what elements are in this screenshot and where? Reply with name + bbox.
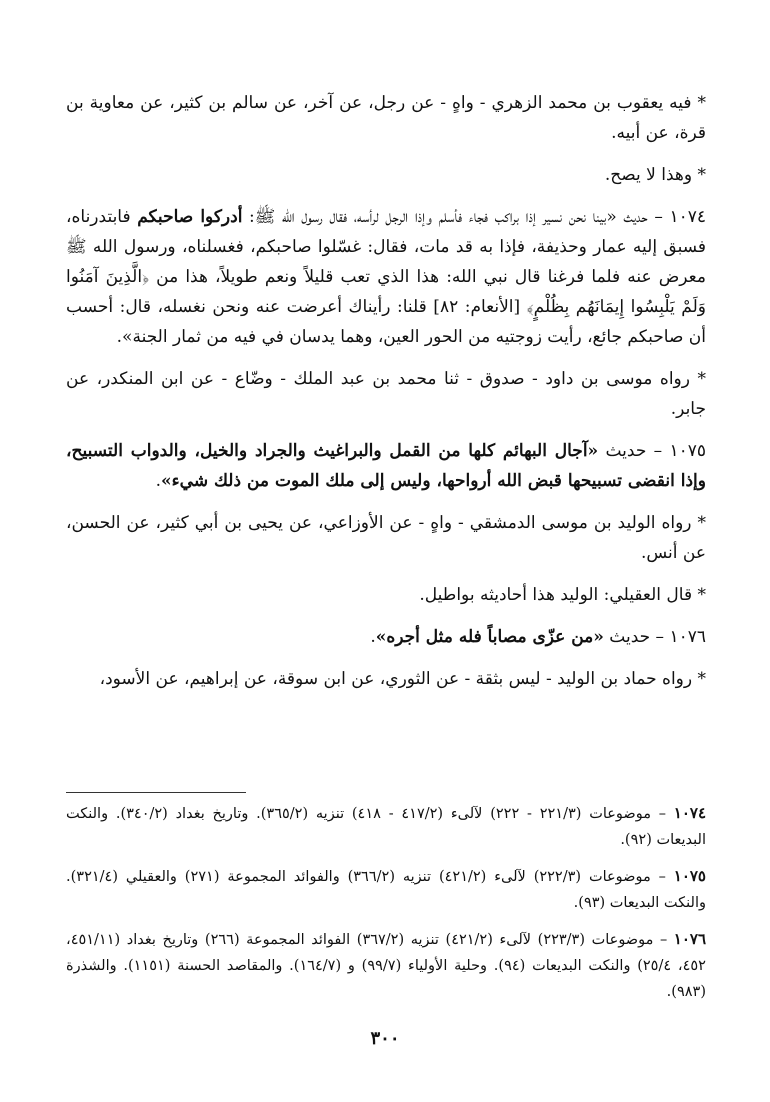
hadith-bold-text: «من عزّى مصاباً فله مثل أجره» xyxy=(375,627,604,647)
footnote-divider xyxy=(66,792,246,793)
hadith-end: . xyxy=(370,627,376,647)
footnote-text: – موضوعات (٢٢١/٣ - ٢٢٢) لآلىء (٤١٧/٢ - ٤١٨) تنزيه (٣٦٥/٢). وتاريخ بغداد (٣٤٠/٢). والنكت البديعات (٩٢). xyxy=(66,806,706,848)
hadith-bold-text: أدركوا صاحبكم xyxy=(137,207,243,227)
paragraph-2 xyxy=(66,160,706,190)
hadith-intro: ١٠٧٦ – حديث xyxy=(603,627,706,647)
paragraph-text: * رواه موسى بن داود - صدوق - ثنا محمد بن عبد الملك - وضّاع - عن ابن المنكدر، عن جابر. xyxy=(66,369,706,419)
hadith-1076 xyxy=(66,622,706,652)
hadith-1074 xyxy=(66,202,706,352)
footnote-1075 xyxy=(66,863,706,916)
footnote-number: ١٠٧٤ xyxy=(673,804,707,822)
paragraph-text: * قال العقيلي: الوليد هذا أحاديثه بواطيل. xyxy=(419,585,706,605)
paragraph-text: * رواه الوليد بن موسى الدمشقي - واهٍ - عن الأوزاعي، عن يحيى بن أبي كثير، عن الحسن، عن أنس. xyxy=(66,513,706,563)
hadith-end: . xyxy=(155,471,162,491)
paragraph-6 xyxy=(66,508,706,568)
hadith-1075 xyxy=(66,436,706,496)
paragraph-text: * فيه يعقوب بن محمد الزهري - واهٍ - عن رجل، عن آخر، عن سالم بن كثير، عن معاوية بن قرة، عن أبيه. xyxy=(66,93,706,143)
footnote-text: – موضوعات (٢٢٣/٣) لآلىء (٤٢١/٢) تنزيه (٣٦٧/٢) الفوائد المجموعة (٢٦٦) وتاريخ بغداد (٤٥١/١١، ٤٥٢، ٢٥/٤) والنكت البديعات (٩٤). وحلية الأولياء (٩٩/٧) و (١٦٤/٧). والمقاصد الحسنة (١١٥١). والشذرة (٩٨٣). xyxy=(66,932,706,1000)
page-number: ٣٠٠ xyxy=(370,1028,400,1049)
footnotes xyxy=(66,800,706,1015)
main-text xyxy=(66,88,706,706)
footnote-number: ١٠٧٦ xyxy=(673,930,707,948)
hadith-text: فابتدرناه، فسبق إليه عمار وحذيفة، فإذا به قد مات، فقال: غسّلوا صاحبكم، فغسلناه، ورسول الله ﷺ معرض عنه فلما فرغنا قال نبي الله: هذا الذي تعب قليلاً ونعم طويلاً، هذا من ﴿الَّذِينَ آمَنُوا وَلَمْ يَلْبِسُوا إِيمَانَهُم بِظُلْمٍ﴾ [الأنعام: ٨٢] قلنا: رأيناك أعرضت عنه ونحن نغسله، قال: أحسب أن صاحبكم جائع، رأيت زوجتيه من الحور العين، وهما يدسان في فيه من ثمار الجنة». xyxy=(66,207,706,347)
hadith-intro: ١٠٧٥ – حديث xyxy=(598,441,706,461)
footnote-1074 xyxy=(66,800,706,853)
footnote-1076 xyxy=(66,926,706,1005)
paragraph-7 xyxy=(66,580,706,610)
footnote-number: ١٠٧٥ xyxy=(673,867,706,885)
footnote-text: – موضوعات (٢٢٢/٣) لآلىء (٤٢١/٢) تنزيه (٣٦٦/٢) والفوائد المجموعة (٢٧١) والعقيلي (٣٢١/٤). والنكت البديعات (٩٣). xyxy=(66,869,706,911)
paragraph-text: * وهذا لا يصح. xyxy=(604,165,706,185)
paragraph-9 xyxy=(66,664,706,694)
paragraph-1 xyxy=(66,88,706,148)
paragraph-text: * رواه حماد بن الوليد - ليس بثقة - عن الثوري، عن ابن سوقة، عن إبراهيم، عن الأسود، xyxy=(99,669,706,689)
hadith-bold-text: «آجال البهائم كلها من القمل والبراغيث والجراد والخيل، والدواب التسبيح، وإذا انقضى تسبيحها قبض الله أرواحها، وليس إلى ملك الموت من ذلك شيء» xyxy=(66,441,706,491)
paragraph-4 xyxy=(66,364,706,424)
hadith-intro: ١٠٧٤ – حديث «بينا نحن نسير إذا براكب فجاء فأسلم وإذا الرجل لرأسه، فقال رسول الله ﷺ: xyxy=(242,207,706,227)
